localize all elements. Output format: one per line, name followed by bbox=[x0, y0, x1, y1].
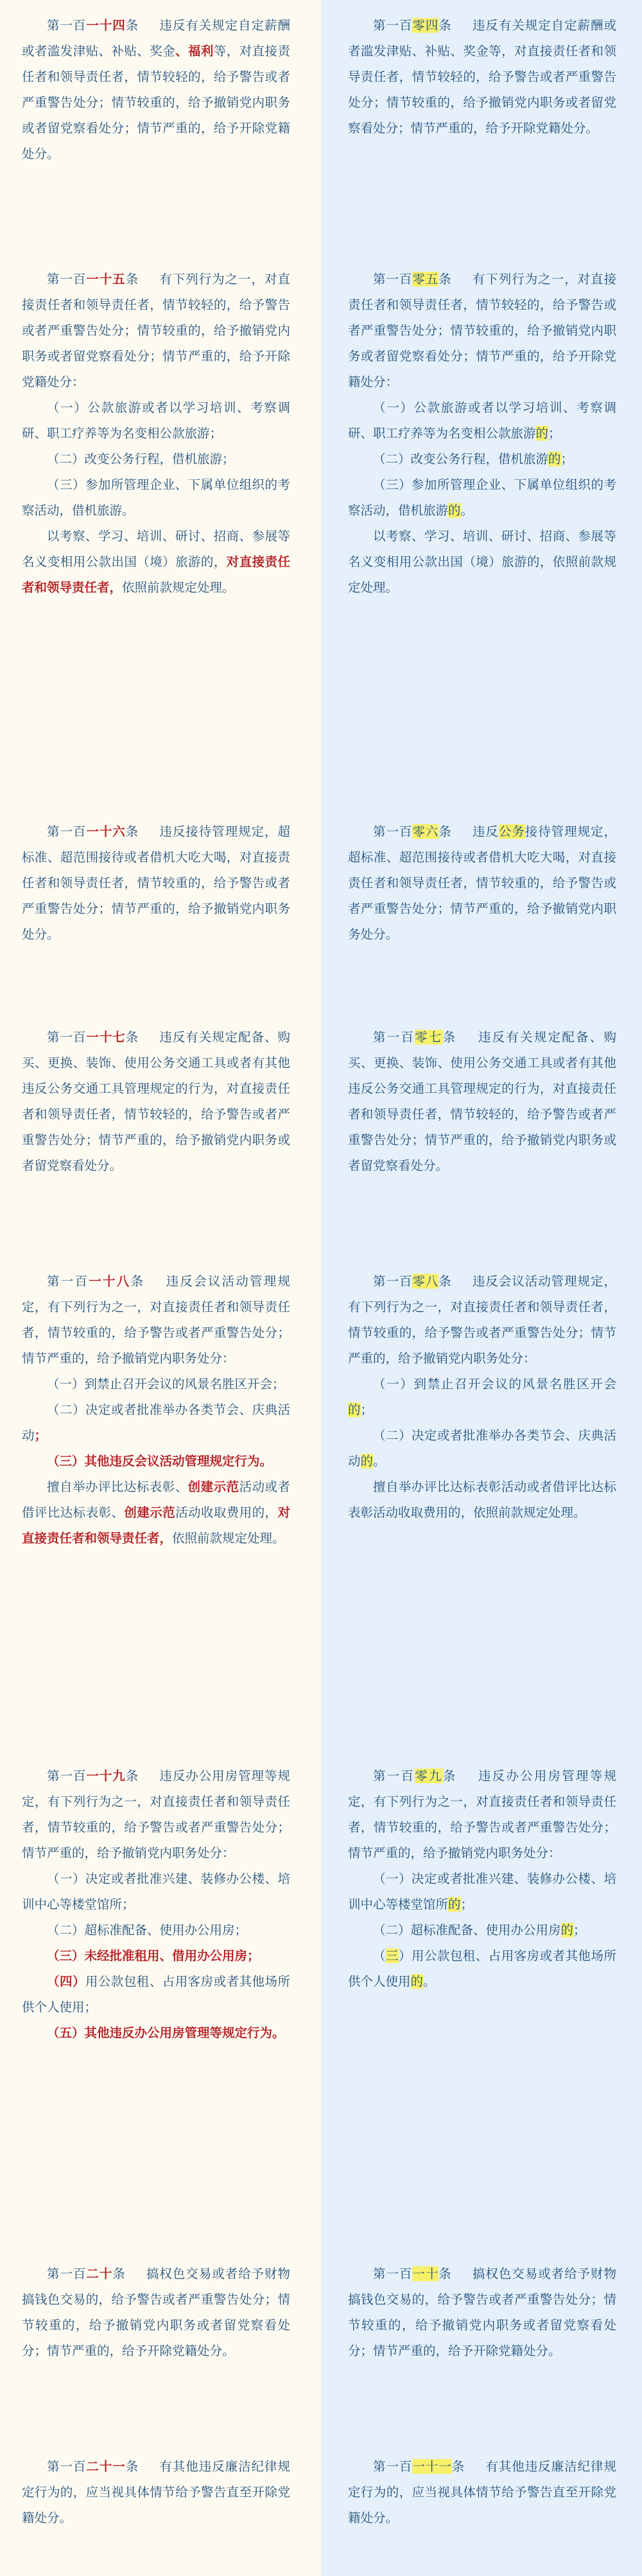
article-paragraph bbox=[348, 1943, 616, 1995]
body-text: 违反有关规定配备、购买、更换、装饰、使用公务交通工具或者有其他违反公务交通工具管理规定的行为，对直接责任者和领导责任者，情节较轻的，给予警告或者严重警告处分；情节严重的，给予撤销党内职务或者留党察看处分。 bbox=[22, 1030, 290, 1173]
body-text: 违反会议活动管理规定，有下列行为之一，对直接责任者和领导责任者，情节较重的，给予警告或者严重警告处分；情节严重的，给予撤销党内职务处分： bbox=[22, 1274, 290, 1366]
article bbox=[22, 13, 290, 167]
article-paragraph bbox=[22, 1918, 290, 1943]
body-text: 条 bbox=[125, 18, 139, 33]
body-text: （一）公款旅游或者以学习培训、考察调研、职工疗养等为名变相公款旅游； bbox=[22, 400, 290, 441]
body-text: 第一百 bbox=[373, 1030, 415, 1045]
body-text: 条 bbox=[451, 2459, 465, 2474]
highlighted-text: 的 bbox=[410, 1974, 424, 1989]
article-paragraph bbox=[348, 1474, 616, 1526]
emphasis-text: 二十 bbox=[86, 2266, 113, 2281]
article bbox=[348, 267, 616, 601]
emphasis-text: 一十七 bbox=[86, 1030, 126, 1045]
body-text: （一）到禁止召开会议的风景名胜区开会； bbox=[47, 1377, 285, 1391]
article-paragraph bbox=[348, 395, 616, 446]
body-text: 。 bbox=[423, 1974, 436, 1989]
right-articles bbox=[348, 0, 616, 2576]
highlighted-text: 零六 bbox=[412, 824, 439, 839]
emphasis-text: （三）其他违反会议活动管理规定行为。 bbox=[47, 1454, 273, 1469]
highlighted-text: 零五 bbox=[412, 272, 439, 287]
emphasis-text: 一十六 bbox=[86, 824, 126, 839]
article bbox=[22, 1763, 290, 2046]
body-text: 条 bbox=[125, 272, 139, 287]
emphasis-text: ； bbox=[34, 1428, 48, 1443]
article-paragraph bbox=[22, 472, 290, 524]
body-text: 条 bbox=[125, 824, 139, 839]
article bbox=[348, 13, 616, 141]
article-heading-paragraph bbox=[348, 13, 616, 141]
body-text: ； bbox=[573, 1923, 586, 1937]
body-text: 第一百 bbox=[373, 1769, 415, 1783]
body-text: 第一百 bbox=[373, 2459, 413, 2474]
highlighted-text: 一十 bbox=[412, 2266, 439, 2281]
article bbox=[348, 2261, 616, 2364]
article-paragraph bbox=[22, 1943, 290, 1969]
article-paragraph bbox=[22, 1372, 290, 1397]
body-text: 有下列行为之一，对直接责任者和领导责任者，情节较轻的，给予警告或者严重警告处分；情节较重的，给予撤销党内职务或者留党察看处分；情节严重的，给予开除党籍处分： bbox=[348, 272, 616, 389]
highlighted-text: 零八 bbox=[412, 1274, 439, 1289]
body-text: 第一百 bbox=[47, 2459, 87, 2474]
article-paragraph bbox=[22, 1969, 290, 2020]
article-paragraph bbox=[348, 1372, 616, 1423]
article-paragraph bbox=[348, 446, 616, 472]
body-text: 活动或者借评比达标表彰、 bbox=[22, 1479, 290, 1520]
body-text: 条 bbox=[438, 272, 452, 287]
body-text: 条 bbox=[438, 2266, 452, 2281]
article-paragraph bbox=[22, 1474, 290, 1551]
body-text: 第一百 bbox=[47, 824, 87, 839]
article-paragraph bbox=[348, 472, 616, 524]
body-text: 条 bbox=[438, 824, 452, 839]
article-paragraph bbox=[22, 395, 290, 446]
highlighted-text: 的 bbox=[448, 1897, 461, 1912]
body-text: （三）参加所管理企业、下属单位组织的考察活动，借机旅游 bbox=[348, 477, 616, 518]
body-text: 等，对直接责任者和领导责任者，情节较轻的，给予警告或者严重警告处分；情节较重的，给予撤销党内职务或者留党察看处分；情节严重的，给予开除党籍处分。 bbox=[22, 44, 290, 161]
highlighted-text: 公务 bbox=[498, 824, 525, 839]
emphasis-text: 对直接责任者和领导责任者， bbox=[22, 554, 290, 595]
emphasis-text: （三）未经批准租用、借用办公用房； bbox=[47, 1948, 260, 1963]
article-heading-paragraph bbox=[348, 2261, 616, 2364]
article bbox=[22, 1025, 290, 1179]
article-paragraph bbox=[348, 524, 616, 601]
body-text: 违反办公用房管理等规定，有下列行为之一，对直接责任者和领导责任者，情节较重的，给予警告或者严重警告处分；情节严重的，给予撤销党内职务处分： bbox=[348, 1769, 616, 1860]
article-heading-paragraph bbox=[348, 267, 616, 395]
emphasis-text: 创建示范 bbox=[124, 1505, 176, 1520]
body-text: 条 bbox=[438, 18, 452, 33]
body-text: （三）参加所管理企业、下属单位组织的考察活动，借机旅游。 bbox=[22, 477, 290, 518]
emphasis-text: 对直接责任者和领导责任者， bbox=[22, 1505, 290, 1546]
body-text: ； bbox=[560, 452, 574, 466]
highlighted-text: 零四 bbox=[412, 18, 439, 33]
body-text: ； bbox=[548, 426, 561, 441]
emphasis-text: 一十四 bbox=[86, 18, 126, 33]
body-text: 有其他违反廉洁纪律规定行为的，应当视具体情节给予警告直至开除党籍处分。 bbox=[348, 2459, 616, 2525]
article-paragraph bbox=[348, 1866, 616, 1918]
highlighted-text: 三 bbox=[385, 1948, 399, 1963]
article-paragraph bbox=[22, 446, 290, 472]
body-text: 。 bbox=[373, 1454, 386, 1469]
article-heading-paragraph bbox=[348, 2454, 616, 2531]
body-text: （二）改变公务行程，借机旅游； bbox=[47, 452, 235, 466]
body-text: 擅自举办评比达标表彰活动或者借评比达标表彰活动收取费用的，依照前款规定处理。 bbox=[348, 1479, 616, 1520]
article-paragraph bbox=[22, 1397, 290, 1449]
body-text: （二）决定或者批准举办各类节会、庆典活动 bbox=[22, 1402, 290, 1443]
body-text: 搞权色交易或者给予财物搞钱色交易的，给予警告或者严重警告处分；情节较重的，给予撤销党内职务或者留党察看处分；情节严重的，给予开除党籍处分。 bbox=[22, 2266, 290, 2358]
article-heading-paragraph bbox=[348, 819, 616, 948]
article-paragraph bbox=[22, 1449, 290, 1474]
article bbox=[22, 819, 290, 948]
body-text: 第一百 bbox=[47, 18, 87, 33]
body-text: （一）到禁止召开会议的风景名胜区开会 bbox=[373, 1377, 616, 1391]
article bbox=[22, 2454, 290, 2531]
article-heading-paragraph bbox=[348, 1025, 616, 1179]
article-heading-paragraph bbox=[22, 267, 290, 395]
body-text: 违反接待管理规定，超标准、超范围接待或者借机大吃大喝，对直接责任者和领导责任者，情节较重的，给予警告或者严重警告处分；情节严重的，给予撤销党内职务处分。 bbox=[22, 824, 290, 942]
emphasis-text: 一十八 bbox=[89, 1274, 131, 1289]
emphasis-text: 、福利 bbox=[175, 44, 214, 58]
body-text: 。 bbox=[460, 503, 474, 518]
body-text: 第一百 bbox=[47, 1769, 87, 1783]
body-text: 条 bbox=[130, 1274, 145, 1289]
body-text: 条 bbox=[125, 1769, 139, 1783]
body-text: （一）决定或者批准兴建、装修办公楼、培训中心等楼堂馆所； bbox=[22, 1871, 290, 1912]
body-text: ）用公款包租、占用客房或者其他场所供个人使用 bbox=[348, 1948, 616, 1989]
highlighted-text: 的 bbox=[560, 1923, 574, 1937]
body-text: （ bbox=[373, 1948, 386, 1963]
emphasis-text: （四） bbox=[47, 1974, 85, 1989]
article bbox=[348, 2454, 616, 2531]
highlighted-text: 的 bbox=[448, 503, 461, 518]
body-text: 擅自举办评比达标表彰、 bbox=[47, 1479, 188, 1494]
body-text: （一）决定或者批准兴建、装修办公楼、培训中心等楼堂馆所 bbox=[348, 1871, 616, 1912]
right-column-old-version bbox=[321, 0, 642, 2576]
article-heading-paragraph bbox=[22, 819, 290, 948]
body-text: 用公款包租、占用客房或者其他场所供个人使用； bbox=[22, 1974, 290, 2015]
body-text: （二）超标准配备、使用办公用房； bbox=[47, 1923, 248, 1937]
body-text: （一）公款旅游或者以学习培训、考察调研、职工疗养等为名变相公款旅游 bbox=[348, 400, 616, 441]
body-text: （二）改变公务行程，借机旅游 bbox=[373, 452, 549, 466]
body-text: 条 bbox=[442, 1769, 457, 1783]
article-paragraph bbox=[22, 2020, 290, 2046]
article-heading-paragraph bbox=[22, 1025, 290, 1179]
article bbox=[348, 1269, 616, 1526]
body-text: 违反有关规定配备、购买、更换、装饰、使用公务交通工具或者有其他违反公务交通工具管理规定的行为，对直接责任者和领导责任者，情节较轻的，给予警告或者严重警告处分；情节严重的，给予撤销党内职务或者留党察看处分。 bbox=[348, 1030, 616, 1173]
highlighted-text: 的 bbox=[348, 1402, 361, 1417]
body-text: 第一百 bbox=[47, 2266, 87, 2281]
body-text: 以考察、学习、培训、研讨、招商、参展等名义变相用公款出国（境）旅游的，依照前款规定处理。 bbox=[348, 529, 616, 595]
body-text: 活动收取费用的， bbox=[175, 1505, 278, 1520]
body-text: 依照前款规定处理。 bbox=[172, 1531, 285, 1546]
body-text: ； bbox=[460, 1897, 474, 1912]
article-paragraph bbox=[22, 1866, 290, 1918]
emphasis-text: （五）其他违反办公用房管理等规定行为。 bbox=[47, 2025, 285, 2040]
article-paragraph bbox=[348, 1423, 616, 1474]
body-text: 条 bbox=[125, 2459, 139, 2474]
emphasis-text: 创建示范 bbox=[187, 1479, 239, 1494]
body-text: 第一百 bbox=[373, 2266, 413, 2281]
article bbox=[348, 819, 616, 948]
article bbox=[22, 267, 290, 601]
article-heading-paragraph bbox=[348, 1269, 616, 1372]
emphasis-text: 二十一 bbox=[86, 2459, 126, 2474]
body-text: 条 bbox=[438, 1274, 452, 1289]
highlighted-text: 零九 bbox=[415, 1769, 443, 1783]
highlighted-text: 零七 bbox=[415, 1030, 443, 1045]
article bbox=[22, 2261, 290, 2364]
highlighted-text: 的 bbox=[548, 452, 561, 466]
article-heading-paragraph bbox=[22, 2454, 290, 2531]
body-text: 第一百 bbox=[47, 1274, 89, 1289]
article bbox=[348, 1025, 616, 1179]
body-text: 第一百 bbox=[373, 272, 413, 287]
highlighted-text: 一十一 bbox=[412, 2459, 452, 2474]
body-text: 第一百 bbox=[47, 272, 87, 287]
body-text: 搞权色交易或者给予财物搞钱色交易的，给予警告或者严重警告处分；情节较重的，给予撤销党内职务或者留党察看处分；情节严重的，给予开除党籍处分。 bbox=[348, 2266, 616, 2358]
article-heading-paragraph bbox=[348, 1763, 616, 1866]
emphasis-text: 一十九 bbox=[86, 1769, 126, 1783]
body-text: 违反会议活动管理规定，有下列行为之一，对直接责任者和领导责任者，情节较重的，给予警告或者严重警告处分；情节严重的，给予撤销党内职务处分： bbox=[348, 1274, 616, 1366]
emphasis-text: 一十五 bbox=[86, 272, 126, 287]
body-text: 违反办公用房管理等规定，有下列行为之一，对直接责任者和领导责任者，情节较重的，给予警告或者严重警告处分；情节严重的，给予撤销党内职务处分： bbox=[22, 1769, 290, 1860]
article-heading-paragraph bbox=[22, 13, 290, 167]
body-text: 以考察、学习、培训、研讨、招商、参展等名义变相用公款出国（境）旅游的， bbox=[22, 529, 290, 569]
body-text: 第一百 bbox=[47, 1030, 87, 1045]
article-heading-paragraph bbox=[22, 2261, 290, 2364]
body-text: 接待管理规定，超标准、超范围接待或者借机大吃大喝，对直接责任者和领导责任者，情节较重的，给予警告或者严重警告处分；情节严重的，给予撤销党内职务处分。 bbox=[348, 824, 616, 942]
body-text: 第一百 bbox=[373, 1274, 413, 1289]
body-text: （二）决定或者批准举办各类节会、庆典活动 bbox=[348, 1428, 616, 1469]
body-text: ； bbox=[360, 1402, 374, 1417]
body-text: 条 bbox=[442, 1030, 457, 1045]
body-text: （二）超标准配备、使用办公用房 bbox=[373, 1923, 561, 1937]
article-paragraph bbox=[22, 524, 290, 601]
highlighted-text: 的 bbox=[360, 1454, 374, 1469]
body-text: 依照前款规定处理。 bbox=[122, 580, 235, 595]
body-text: 条 bbox=[125, 1030, 139, 1045]
left-articles bbox=[22, 0, 290, 2576]
article-heading-paragraph bbox=[22, 1763, 290, 1866]
body-text: 有下列行为之一，对直接责任者和领导责任者，情节较轻的，给予警告或者严重警告处分；情节较重的，给予撤销党内职务或者留党察看处分；情节严重的，给予开除党籍处分： bbox=[22, 272, 290, 389]
body-text: 第一百 bbox=[373, 18, 413, 33]
highlighted-text: 的 bbox=[535, 426, 549, 441]
article bbox=[22, 1269, 290, 1551]
body-text: 违反 bbox=[471, 824, 499, 839]
body-text: 有其他违反廉洁纪律规定行为的，应当视具体情节给予警告直至开除党籍处分。 bbox=[22, 2459, 290, 2525]
body-text: 违反有关规定自定薪酬或者滥发津贴、补贴、奖金等，对直接责任者和领导责任者，情节较轻的，给予警告或者严重警告处分；情节较重的，给予撤销党内职务或者留党察看处分；情节严重的，给予开除党籍处分。 bbox=[348, 18, 616, 136]
article-paragraph bbox=[348, 1918, 616, 1943]
body-text: 第一百 bbox=[373, 824, 413, 839]
body-text: 违反有关规定自定薪酬或者滥发津贴、补贴、奖金 bbox=[22, 18, 290, 58]
body-text: 条 bbox=[112, 2266, 126, 2281]
article-heading-paragraph bbox=[22, 1269, 290, 1372]
article bbox=[348, 1763, 616, 1995]
